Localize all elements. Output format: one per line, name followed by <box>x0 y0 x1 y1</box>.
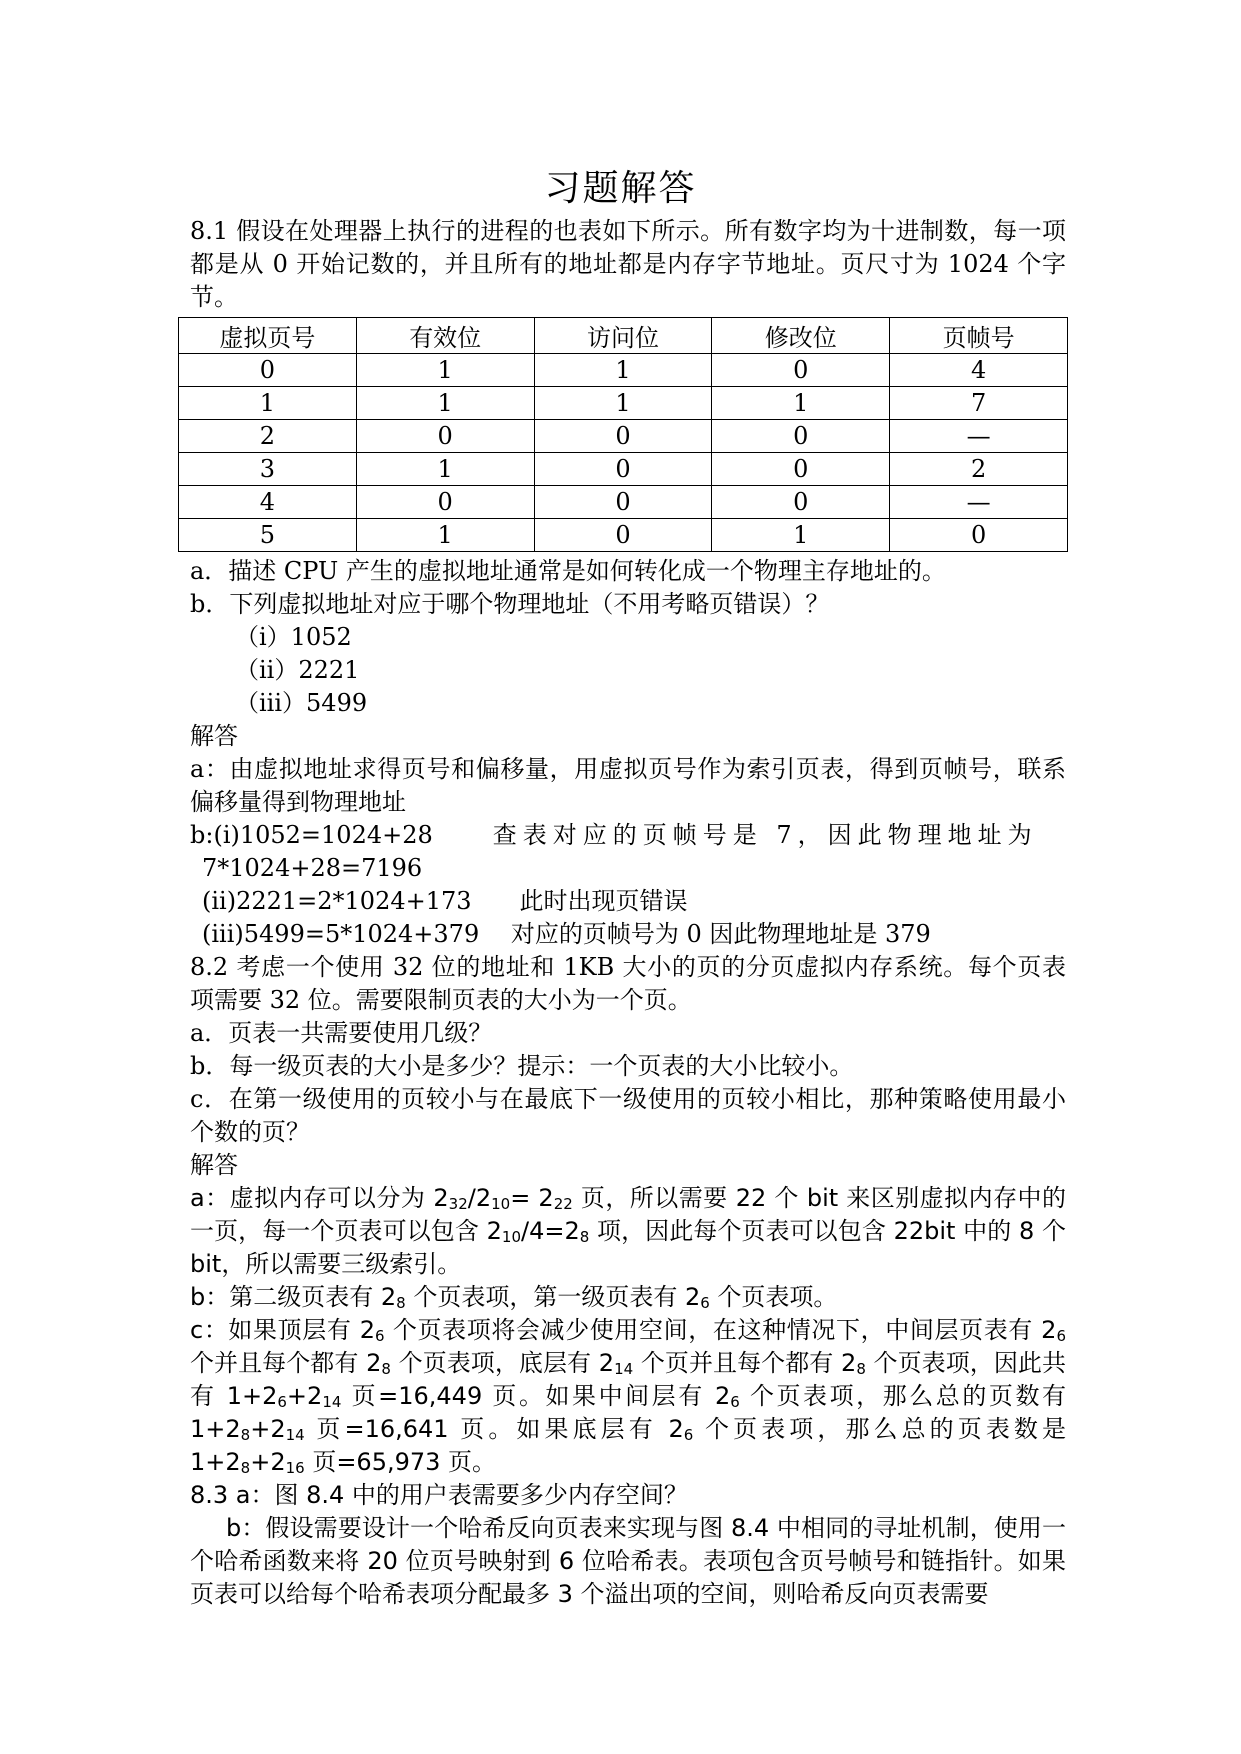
table-cell: 1 <box>356 354 534 387</box>
table-header-cell: 有效位 <box>356 318 534 354</box>
table-cell: 2 <box>179 420 357 453</box>
table-cell: 0 <box>356 486 534 519</box>
table-cell: 0 <box>356 420 534 453</box>
q82-question-b: b．每一级页表的大小是多少？提示：一个页表的大小比较小。 <box>190 1052 854 1080</box>
table-header-cell: 修改位 <box>712 318 890 354</box>
table-cell: 0 <box>712 420 890 453</box>
page-table <box>178 317 1068 552</box>
table-cell: 0 <box>890 519 1068 552</box>
table-row <box>179 453 1068 486</box>
q81-item-i: （i）1052 <box>235 623 352 651</box>
table-cell: 2 <box>890 453 1068 486</box>
q81-question-b: b．下列虚拟地址对应于哪个物理地址（不用考略页错误）？ <box>190 590 830 618</box>
table-header-row <box>179 318 1068 354</box>
table-cell: 0 <box>712 486 890 519</box>
q81-answer-label: 解答 <box>190 722 238 750</box>
table-cell: 0 <box>534 519 712 552</box>
page-title: 习题解答 <box>544 168 697 209</box>
table-cell: 0 <box>534 486 712 519</box>
q82-question-c: c．在第一级使用的页较小与在最底下一级使用的页较小相比，那种策略使用最小个数的页？ <box>190 1085 1066 1146</box>
table-cell: 1 <box>534 354 712 387</box>
table-cell: 1 <box>534 387 712 420</box>
table-row <box>179 354 1068 387</box>
answer-b1-text: 查表对应的页帧号是 7，因此物理地址为 <box>492 821 1038 849</box>
q82-stem: 8.2 考虑一个使用 32 位的地址和 1KB 大小的页的分页虚拟内存系统。每个页表项需要 32 位。需要限制页表的大小为一个页。 <box>190 953 1066 1014</box>
q82-answer-a: a：虚拟内存可以分为 $2_{32}/2_{10}= 2_{22}$ 页，所以需要 22 个 bit 来区别虚拟内存中的一页，每一个页表可以包含 $2_{10}/4=2_8$ 项，因此每个页表可以包含 22bit 中的 8 个 bit，所以需要三级索引。 <box>190 1184 1067 1278</box>
q82-answer-label: 解答 <box>190 1151 238 1179</box>
table-row <box>179 486 1068 519</box>
q81-item-ii: （ii）2221 <box>235 656 360 684</box>
table-cell: 1 <box>712 519 890 552</box>
table-cell: 0 <box>534 453 712 486</box>
q83-question-a: 8.3 a：图 8.4 中的用户表需要多少内存空间？ <box>190 1481 688 1509</box>
q82-question-a: a．页表一共需要使用几级？ <box>190 1019 493 1047</box>
table-row <box>179 420 1068 453</box>
table-row <box>179 519 1068 552</box>
q83-question-b: b：假设需要设计一个哈希反向页表来实现与图 8.4 中相同的寻址机制，使用一个哈希函数来将 20 位页号映射到 6 位哈希表。表项包含页号帧号和链指针。如果页表可以给每个哈希表项分配最多 3 个溢出项的空间，则哈希反向页表需要 <box>190 1514 1066 1608</box>
table-header-cell: 页帧号 <box>890 318 1068 354</box>
table-header-cell: 虚拟页号 <box>179 318 357 354</box>
table-cell: 0 <box>712 453 890 486</box>
q81-answer-a: a：由虚拟地址求得页号和偏移量，用虚拟页号作为索引页表，得到页帧号，联系偏移量得到物理地址 <box>190 755 1066 816</box>
q81-answer-b2: (ii)2221=2*1024+173 此时出现页错误 <box>202 887 688 915</box>
q82-answer-c: c：如果顶层有 $2_6$ 个页表项将会减少使用空间，在这种情况下，中间层页表有 $2_6$ 个并且每个都有 $2_8$ 个页表项，底层有 $2_{14}$ 个页并且每个都有 $2_8$ 个页表项，因此共有 $1+2_6+2_{14}$ 页=16,449 页。如果中间层有 $2_6$ 个页表项，那么总的页数有 $1+2_8+2_{14}$ 页=16,641 页。如果底层有 $2_6$ 个页表项，那么总的页表数是 $1+2_8+2_{16}$ 页=65,973 页。 <box>190 1316 1066 1477</box>
q81-answer-b1-cont: 7*1024+28=7196 <box>202 854 423 882</box>
q82-answer-b: b：第二级页表有 $2_8$ 个页表项，第一级页表有 $2_6$ 个页表项。 <box>190 1283 838 1312</box>
table-cell: 1 <box>356 387 534 420</box>
table-cell: 4 <box>890 354 1068 387</box>
document-body <box>190 215 1066 1611</box>
q81-question-a: a．描述 CPU 产生的虚拟地址通常是如何转化成一个物理主存地址的。 <box>190 557 946 585</box>
table-cell: 7 <box>890 387 1068 420</box>
q81-answer-b1 <box>190 819 1066 852</box>
table-cell: 1 <box>712 387 890 420</box>
table-cell: 0 <box>534 420 712 453</box>
table-header-cell: 访问位 <box>534 318 712 354</box>
table-cell: 1 <box>356 519 534 552</box>
table-cell: 3 <box>179 453 357 486</box>
table-cell: 4 <box>179 486 357 519</box>
table-cell: 0 <box>712 354 890 387</box>
q81-item-iii: （iii）5499 <box>235 689 368 717</box>
answer-b1-formula: b:(i)1052=1024+28 <box>190 821 433 849</box>
q81-answer-b3: (iii)5499=5*1024+379 对应的页帧号为 0 因此物理地址是 379 <box>202 920 931 948</box>
table-row <box>179 387 1068 420</box>
table-cell: 1 <box>356 453 534 486</box>
table-cell: 0 <box>179 354 357 387</box>
table-cell: — <box>890 486 1068 519</box>
table-cell: 5 <box>179 519 357 552</box>
q81-stem: 8.1 假设在处理器上执行的进程的也表如下所示。所有数字均为十进制数，每一项都是从 0 开始记数的，并且所有的地址都是内存字节地址。页尺寸为 1024 个字节。 <box>190 217 1066 311</box>
table-cell: 1 <box>179 387 357 420</box>
table-cell: — <box>890 420 1068 453</box>
